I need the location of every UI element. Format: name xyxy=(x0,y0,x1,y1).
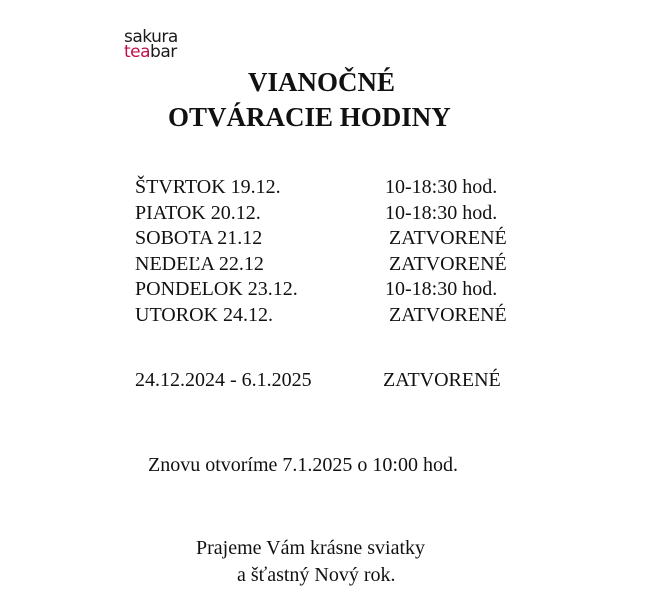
schedule-hours: ZATVORENÉ xyxy=(389,303,507,326)
schedule-hours: 10-18:30 hod. xyxy=(385,176,498,198)
title-line-1: VIANOČNÉ xyxy=(248,67,396,97)
schedule-day: PIATOK 20.12. xyxy=(135,201,261,224)
title-line-2: OTVÁRACIE HODINY xyxy=(168,102,451,132)
schedule-row xyxy=(135,303,555,329)
logo-bar-text: bar xyxy=(150,42,177,62)
schedule-day: PONDELOK 23.12. xyxy=(135,278,298,300)
schedule-day: UTOROK 24.12. xyxy=(135,303,273,326)
closure-status: ZATVORENÉ xyxy=(383,369,501,391)
wishes-line-1: Prajeme Vám krásne sviatky xyxy=(196,537,426,559)
logo xyxy=(124,27,214,70)
closure-row xyxy=(135,367,555,393)
wishes-line-2: a šťastný Nový rok. xyxy=(237,564,396,586)
reopen-notice: Znovu otvoríme 7.1.2025 o 10:00 hod. xyxy=(148,454,458,476)
schedule-hours: 10-18:30 hod. xyxy=(385,278,498,300)
closure-range: 24.12.2024 - 6.1.2025 xyxy=(135,369,312,391)
schedule-day: NEDEĽA 22.12 xyxy=(135,252,264,275)
schedule-hours: ZATVORENÉ xyxy=(389,252,507,275)
logo-teabar-text xyxy=(124,42,214,62)
schedule-list xyxy=(135,175,555,328)
schedule-row xyxy=(135,175,555,201)
schedule-row xyxy=(135,201,555,227)
schedule-hours: ZATVORENÉ xyxy=(389,227,507,249)
logo-tea-text: tea xyxy=(124,42,151,62)
logo-sakura-text: sakura xyxy=(124,27,178,47)
schedule-day: ŠTVRTOK 19.12. xyxy=(135,176,281,198)
schedule-row xyxy=(135,226,555,252)
schedule-day: SOBOTA 21.12 xyxy=(135,227,263,249)
schedule-row xyxy=(135,252,555,278)
schedule-hours: 10-18:30 hod. xyxy=(385,201,498,224)
schedule-row xyxy=(135,277,555,303)
